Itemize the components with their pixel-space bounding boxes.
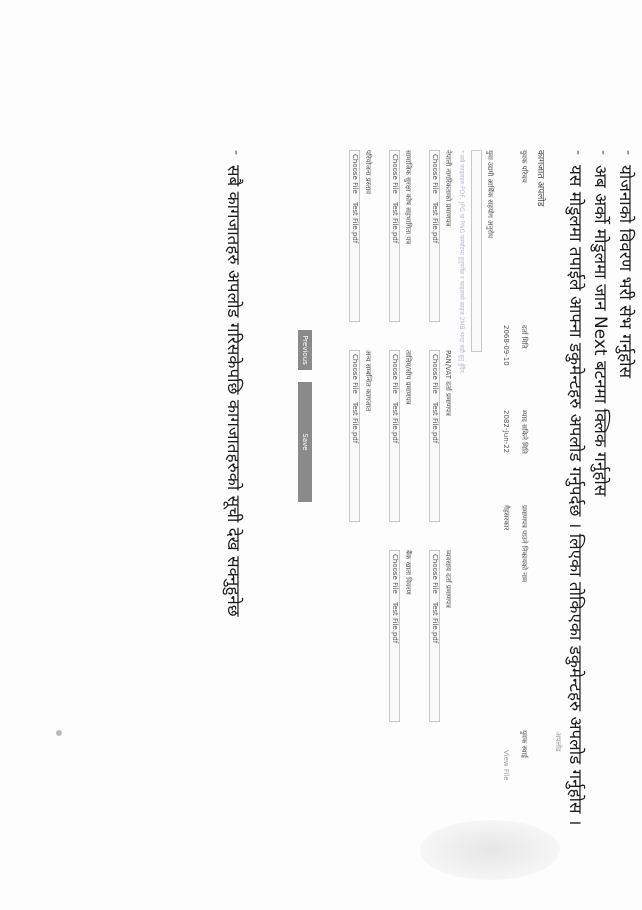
- doc-label-1: नेपाली नागरिकताको प्रमाणपत्र: [444, 150, 452, 227]
- scan-speck: [56, 730, 62, 736]
- instruction-2: अब अर्को मोडुलमा जान Next बटनमा क्लिक गर्नुहोस: [590, 165, 610, 497]
- file-name-8: Test File.pdf: [351, 402, 359, 444]
- table-cell-view[interactable]: View File: [502, 750, 510, 781]
- table-header-2: दर्ता मिति: [520, 325, 528, 349]
- doc-label-6: बैंक खाता विवरण: [404, 550, 412, 595]
- bullet-4: -: [228, 150, 244, 156]
- doc-label-7: परियोजना प्रस्ताव: [364, 150, 372, 195]
- doc-label-4: सामाजिक सुरक्षा कोष सहभागिता पत्र: [404, 150, 412, 245]
- table-cell-date: 2068-09-10: [502, 325, 510, 366]
- file-name-1: Test File.pdf: [431, 202, 439, 244]
- bullet-1: -: [620, 150, 636, 156]
- doc-label-3: व्यवसाय दर्ता प्रमाणपत्र: [444, 550, 452, 608]
- file-name-4: Test File.pdf: [391, 202, 399, 244]
- table-header-5: युवक स्थाई: [520, 730, 528, 758]
- doc-label-2: PAN/VAT दर्ता प्रमाणपत्र: [444, 350, 452, 416]
- table-cell-expiry: 2082-Jun-22: [502, 410, 510, 454]
- save-button[interactable]: Save: [298, 382, 312, 502]
- bullet-2: -: [595, 150, 611, 156]
- bullet-3: -: [570, 150, 586, 156]
- choose-file-button-1[interactable]: Choose File: [431, 154, 439, 194]
- instruction-4: सबै कागजातहरु अपलोड गरिसकेपछि कागजातहरुको सूची देख सक्नुहुनेछ: [223, 165, 243, 617]
- table-header-1: युवक परिचय: [520, 150, 528, 183]
- choose-file-button-4[interactable]: Choose File: [391, 154, 399, 194]
- instruction-3: यस मोडुलमा तपाईले आफ्ना डकुमेन्टहरु अपलोड गर्नुपर्दछ । लिएका तोकिएका डकुमेन्टहरु अपलोड गर्नुहोस ।: [565, 165, 585, 826]
- file-name-6: Test File.pdf: [391, 602, 399, 644]
- choose-file-button-3[interactable]: Choose File: [431, 554, 439, 594]
- choose-file-button-8[interactable]: Choose File: [351, 354, 359, 394]
- file-name-3: Test File.pdf: [431, 602, 439, 644]
- upload-screenshot: [277, 150, 562, 790]
- note-text: * सबै फाइलहरु PDF, JPG वा PNG फर्म्याटमा हुनुपर्नेछ र फाइलको साइज 2MB भन्दा बढी हुनु हुँदैन: [458, 150, 465, 373]
- file-name-5: Test File.pdf: [391, 402, 399, 444]
- doc-input-0[interactable]: [471, 150, 482, 352]
- doc-label-8: अन्य सम्बन्धित कागजात: [364, 350, 372, 412]
- file-name-7: Test File.pdf: [351, 202, 359, 244]
- section-title: कागजात अपलोड: [535, 150, 545, 207]
- doc-label-0: युवा उद्यमी आर्थिक सहयोग अनुरोध: [486, 150, 494, 239]
- previous-button[interactable]: Previous: [298, 330, 312, 370]
- choose-file-button-2[interactable]: Choose File: [431, 354, 439, 394]
- table-cell-org: गैहसरकार: [502, 505, 510, 531]
- choose-file-button-7[interactable]: Choose File: [351, 154, 359, 194]
- table-header-4: प्रमाणपत्र पाउने निकायको नाम: [520, 505, 528, 583]
- file-name-2: Test File.pdf: [431, 402, 439, 444]
- table-header-3: म्याद सकिने मिति: [520, 410, 528, 454]
- doc-label-5: तालिम/सीप प्रमाणपत्र: [404, 350, 412, 405]
- scan-smudge: [420, 820, 560, 880]
- choose-file-button-6[interactable]: Choose File: [391, 554, 399, 594]
- choose-file-button-5[interactable]: Choose File: [391, 354, 399, 394]
- breadcrumb: अपलोड: [554, 732, 562, 752]
- instruction-1: योजनाको विवरण भरी सेभ गर्नुहोस: [615, 165, 635, 379]
